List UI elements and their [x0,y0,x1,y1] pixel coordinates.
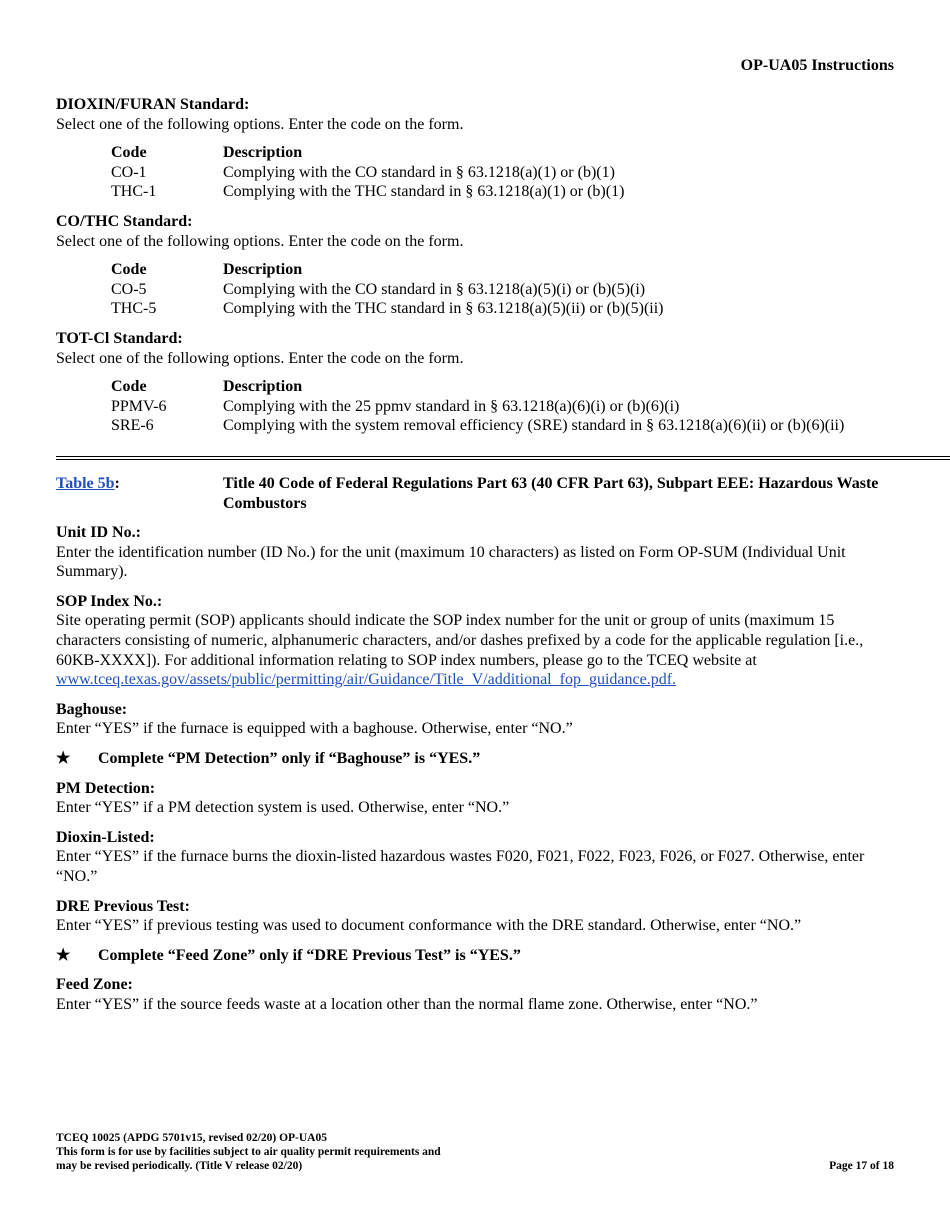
table-5b-colon: : [114,474,120,492]
feed-zone-text: Enter “YES” if the source feeds waste at a location other than the normal flame zone. Otherwise, enter “NO.” [56,995,758,1013]
dioxin-listed-field [56,828,896,887]
dioxin-intro: Select one of the following options. Enter the code on the form. [56,115,464,133]
baghouse-label: Baghouse: [56,700,128,718]
footer-line-3: may be revised periodically. (Title V release 02/20) [56,1160,303,1172]
table-row [111,163,624,183]
description-cell: Complying with the system removal efficiency (SRE) standard in § 63.1218(a)(6)(ii) or (b)(6)(ii) [223,417,845,435]
page-content [56,95,896,1015]
baghouse-text: Enter “YES” if the furnace is equipped with a baghouse. Otherwise, enter “NO.” [56,720,573,738]
feed-zone-note-text: Complete “Feed Zone” only if “DRE Previous Test” is “YES.” [98,946,521,964]
star-icon: ★ [56,750,71,768]
description-cell: Complying with the 25 ppmv standard in § 63.1218(a)(6)(i) or (b)(6)(i) [223,397,680,415]
star-icon: ★ [56,946,71,964]
dioxin-listed-label: Dioxin-Listed: [56,828,155,846]
description-column-header: Description [223,378,303,396]
table-5b-ref [56,474,223,513]
description-column-header: Description [223,144,303,162]
feed-zone-note [56,946,896,966]
dioxin-heading: DIOXIN/FURAN Standard: [56,96,250,113]
footer-line-2: This form is for use by facilities subject to air quality permit requirements and [56,1146,441,1158]
section-divider [56,456,950,460]
pm-detection-field [56,779,896,818]
baghouse-field [56,700,896,739]
pm-detection-note-text: Complete “PM Detection” only if “Baghouse” is “YES.” [98,750,481,768]
code-column-header: Code [111,378,147,396]
code-column-header: Code [111,261,147,279]
sop-field [56,592,896,690]
dre-field [56,897,896,936]
dre-text: Enter “YES” if previous testing was used to document conformance with the DRE standard. Otherwise, enter “NO.” [56,917,802,935]
sop-paragraph [56,611,896,689]
pm-detection-label: PM Detection: [56,779,156,797]
table-row [111,182,624,202]
code-cell: CO-5 [111,280,147,298]
totcl-section [56,329,896,436]
dre-label: DRE Previous Test: [56,897,190,915]
code-cell: CO-1 [111,163,147,181]
dioxin-code-table [111,143,624,202]
feed-zone-label: Feed Zone: [56,976,133,994]
table-row [111,299,664,319]
description-cell: Complying with the CO standard in § 63.1218(a)(5)(i) or (b)(5)(i) [223,280,646,298]
sop-label: SOP Index No.: [56,592,163,610]
table-5b-heading [56,474,896,513]
code-cell: THC-1 [111,183,157,201]
cothc-intro: Select one of the following options. Enter the code on the form. [56,232,464,250]
sop-text: Site operating permit (SOP) applicants should indicate the SOP index number for the unit or group of units (maximum 15 characters consisting of numeric, alphanumeric characters, and/or dashes prefixed by a code for the applicable regulation [i.e., 60KB-XXXX]). For additional information relating to SOP index numbers, please go to the TCEQ website at [56,612,864,669]
pm-detection-text: Enter “YES” if a PM detection system is used. Otherwise, enter “NO.” [56,799,510,817]
dioxin-listed-text: Enter “YES” if the furnace burns the dioxin-listed hazardous wastes F020, F021, F022, F023, F026, or F027. Otherwise, enter “NO.” [56,848,865,885]
totcl-intro: Select one of the following options. Enter the code on the form. [56,349,464,367]
table-header-row [111,143,624,163]
cothc-code-table [111,260,664,319]
code-cell: PPMV-6 [111,397,167,415]
description-cell: Complying with the THC standard in § 63.1218(a)(5)(ii) or (b)(5)(ii) [223,300,664,318]
table-row [111,280,664,300]
footer-line-1: TCEQ 10025 (APDG 5701v15, revised 02/20) OP-UA05 [56,1132,327,1144]
page-number: Page 17 of 18 [829,1160,894,1172]
cothc-heading: CO/THC Standard: [56,212,193,230]
totcl-code-table [111,377,844,436]
feed-zone-field [56,975,896,1014]
unit-id-label: Unit ID No.: [56,524,141,542]
description-column-header: Description [223,261,303,279]
page-header-title: OP-UA05 Instructions [740,57,894,74]
table-header-row [111,377,844,397]
totcl-heading: TOT-Cl Standard: [56,329,183,347]
table-row [111,397,844,417]
table-5b-title: Title 40 Code of Federal Regulations Part 63 (40 CFR Part 63), Subpart EEE: Hazardous Waste Combustors [223,474,879,512]
cothc-section [56,212,896,319]
code-cell: THC-5 [111,300,157,318]
table-header-row [111,260,664,280]
dioxin-section [56,95,896,202]
code-cell: SRE-6 [111,417,154,435]
description-cell: Complying with the CO standard in § 63.1218(a)(1) or (b)(1) [223,163,615,181]
code-column-header: Code [111,144,147,162]
tceq-guidance-link[interactable]: www.tceq.texas.gov/assets/public/permitting/air/Guidance/Title_V/additional_fop_guidance.pdf. [56,671,677,689]
pm-detection-note [56,749,896,769]
footer-form-info [56,1131,441,1173]
unit-id-field [56,523,896,582]
table-5b-link[interactable]: Table 5b [56,474,115,492]
table-row [111,416,844,436]
description-cell: Complying with the THC standard in § 63.1218(a)(1) or (b)(1) [223,183,625,201]
unit-id-text: Enter the identification number (ID No.) for the unit (maximum 10 characters) as listed on Form OP-SUM (Individual Unit Summary). [56,543,846,581]
